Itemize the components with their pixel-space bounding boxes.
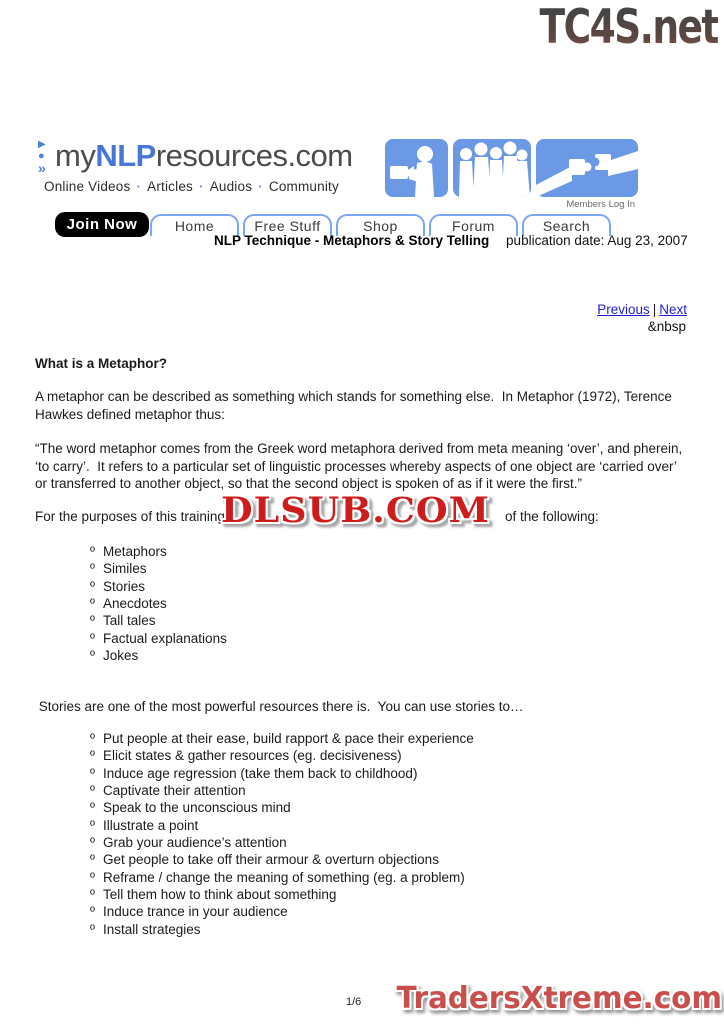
list-item [90, 748, 474, 765]
training-line-left: For the purposes of this training [35, 509, 225, 524]
page-number: 1/6 [346, 996, 362, 1008]
bullet-icon: º [90, 731, 95, 746]
video-presenter-icon[interactable] [385, 139, 448, 197]
bullet-icon: º [90, 904, 95, 920]
list-item-text: Captivate their attention [103, 783, 246, 799]
article-title-row [214, 233, 688, 248]
stray-nbsp-text: &nbsp [647, 319, 686, 334]
bullet-icon: º [90, 544, 95, 559]
list-item-text: Factual explanations [103, 630, 227, 646]
list-item-text: Tall tales [103, 613, 156, 629]
list-item-text: Put people at their ease, build rapport & pace their experience [103, 731, 474, 746]
pagination [597, 302, 687, 317]
intro-paragraph: A metaphor can be described as something which stands for something else. In Metaphor (1972), Terence Hawkes defined metaphor thus: [35, 389, 676, 422]
bullet-icon: º [90, 748, 95, 764]
list-item-text: Illustrate a point [103, 817, 199, 833]
quote-paragraph: “The word metaphor comes from the Greek word metaphora derived from meta meaning ‘over’, and pherein, ‘to carry’. It refers to a particular set of linguistic processes whereby aspects of one object are ‘carried over’ or transferred to another object, so that the second object is spoken of as if it were the first.” [35, 441, 687, 492]
bullet-icon: º [90, 578, 95, 594]
previous-link[interactable]: Previous [597, 302, 650, 317]
bullet-icon: º [90, 921, 95, 937]
site-logo-text [55, 138, 353, 174]
list-item [90, 544, 227, 561]
list-item-text: Jokes [103, 648, 139, 664]
list-item-text: Install strategies [103, 921, 201, 937]
list-item-text: Tell them how to think about something [103, 887, 337, 903]
join-now-button[interactable]: Join Now [55, 212, 149, 237]
list-item [90, 800, 474, 817]
logo-accent: NLP [95, 138, 156, 173]
bullet-icon: º [90, 869, 95, 885]
list-item-text: Similes [103, 561, 147, 577]
list-item [90, 596, 227, 613]
list-item [90, 579, 227, 596]
bullet-icon: º [90, 817, 95, 833]
list-item [90, 731, 474, 748]
tagline-item: · Articles [130, 179, 193, 194]
bullet-icon: º [90, 613, 95, 629]
tagline-item: Online Videos [44, 179, 131, 194]
list-item-text: Elicit states & gather resources (eg. decisiveness) [103, 748, 402, 764]
tagline-item: · Community [252, 179, 339, 194]
puzzle-partnership-icon[interactable] [536, 139, 638, 197]
stories-paragraph: Stories are one of the most powerful resources there is. You can use stories to… [35, 699, 524, 714]
nav-tab[interactable]: Search [522, 214, 611, 236]
list-item [90, 922, 474, 939]
community-group-icon[interactable] [453, 139, 531, 197]
logo-suffix: resources.com [155, 138, 353, 173]
list-item-text: Get people to take off their armour & overturn objections [103, 852, 439, 868]
nav-tab[interactable]: Free Stuff [243, 214, 332, 236]
nav-tab[interactable]: Forum [429, 214, 518, 236]
bullet-icon: º [90, 852, 95, 868]
site-logo [38, 138, 353, 175]
article-title: NLP Technique - Metaphors & Story Telling [214, 233, 490, 248]
list-item-text: Reframe / change the meaning of something (eg. a problem) [103, 869, 465, 885]
list-item-text: Stories [103, 578, 146, 594]
list-item [90, 818, 474, 835]
list-item-text: Anecdotes [103, 596, 167, 612]
bullet-icon: º [90, 765, 95, 781]
list-item-text: Induce trance in your audience [103, 904, 288, 920]
members-login-link[interactable]: Members Log In [566, 199, 635, 210]
bullet-icon: º [90, 783, 95, 799]
story-uses-list [90, 731, 474, 939]
nav-tab[interactable]: Shop [336, 214, 425, 236]
list-item [90, 613, 227, 630]
nav-tab[interactable]: Home [150, 214, 239, 236]
list-item [90, 783, 474, 800]
section-heading: What is a Metaphor? [35, 356, 168, 371]
bullet-icon: º [90, 596, 95, 612]
header-banners [385, 139, 638, 197]
list-item-text: Induce age regression (take them back to childhood) [103, 765, 418, 781]
list-item [90, 852, 474, 869]
training-line-right: of the following: [505, 509, 599, 524]
bullet-icon: º [90, 630, 95, 646]
watermark-tc4s: TC4S.net [539, 0, 718, 55]
list-item [90, 631, 227, 648]
bullet-icon: º [90, 887, 95, 903]
tagline-item: · Audios [193, 179, 252, 194]
site-tagline [44, 179, 339, 194]
list-item [90, 870, 474, 887]
list-item [90, 766, 474, 783]
list-item [90, 561, 227, 578]
list-item-text: Speak to the unconscious mind [103, 800, 291, 816]
list-item [90, 648, 227, 665]
list-item [90, 904, 474, 921]
watermark-dlsub: DLSUB.COM [221, 490, 490, 531]
list-item-text: Grab your audience’s attention [103, 835, 287, 851]
watermark-tradersxtreme: TradersXtreme.com [396, 981, 722, 1016]
bullet-icon: º [90, 835, 95, 851]
bullet-icon: º [90, 648, 95, 664]
list-item-text: Metaphors [103, 544, 167, 559]
next-link[interactable]: Next [659, 302, 687, 317]
bullet-icon: º [90, 800, 95, 816]
list-item [90, 887, 474, 904]
play-media-icon: ▶ ● » [38, 139, 46, 176]
publication-date: publication date: Aug 23, 2007 [506, 233, 688, 248]
pagination-separator: | [652, 302, 657, 317]
logo-prefix: my [55, 138, 96, 173]
metaphor-types-list [90, 544, 227, 665]
bullet-icon: º [90, 561, 95, 577]
list-item [90, 835, 474, 852]
